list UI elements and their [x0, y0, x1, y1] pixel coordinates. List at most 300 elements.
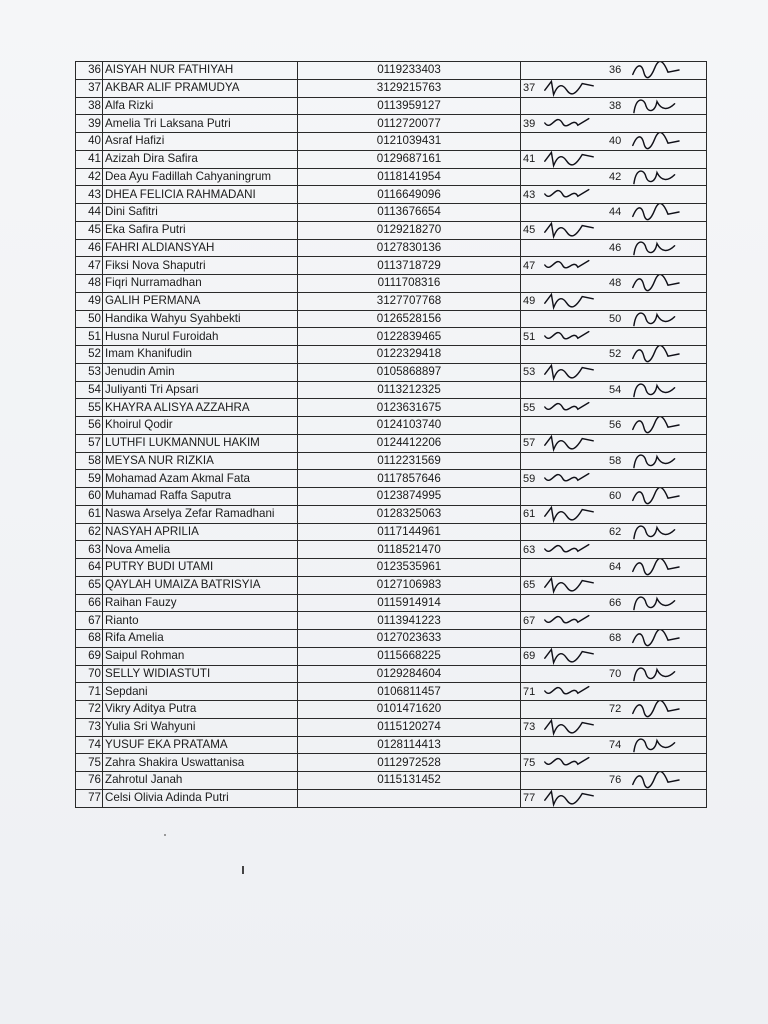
table-row	[76, 168, 707, 186]
student-id: 0101471620	[298, 701, 521, 719]
student-id: 0113941223	[298, 612, 521, 630]
row-number: 43	[76, 186, 103, 204]
student-name: SELLY WIDIASTUTI	[103, 665, 298, 683]
signature-number-right: 36	[609, 64, 622, 77]
signature-stroke	[633, 62, 679, 78]
table-row	[76, 434, 707, 452]
handwritten-signature	[539, 576, 599, 594]
student-name: Eka Safira Putri	[103, 221, 298, 239]
student-id: 0112972528	[298, 754, 521, 772]
student-name: NASYAH APRILIA	[103, 523, 298, 541]
row-number: 37	[76, 79, 103, 97]
handwritten-signature	[539, 647, 599, 665]
table-row	[76, 612, 707, 630]
signature-divider	[607, 435, 608, 452]
signature-divider	[607, 524, 608, 541]
row-number: 64	[76, 559, 103, 577]
student-id: 0129687161	[298, 150, 521, 168]
table-row	[76, 541, 707, 559]
signature-stroke	[633, 133, 679, 149]
signature-number-left: 37	[523, 82, 536, 95]
row-number: 36	[76, 62, 103, 80]
signature-number-left: 43	[523, 188, 536, 201]
signature-stroke	[545, 294, 593, 307]
signature-stroke	[634, 455, 675, 468]
student-name: Azizah Dira Safira	[103, 150, 298, 168]
signature-divider	[607, 470, 608, 487]
row-number: 52	[76, 346, 103, 364]
student-name: YUSUF EKA PRATAMA	[103, 736, 298, 754]
row-number: 59	[76, 470, 103, 488]
signature-number-right: 64	[609, 561, 622, 574]
signature-divider	[607, 346, 608, 363]
signature-stroke	[545, 261, 589, 268]
signature-cell	[521, 736, 707, 754]
student-name: PUTRY BUDI UTAMI	[103, 559, 298, 577]
student-id: 0124412206	[298, 434, 521, 452]
attendance-table	[75, 61, 707, 808]
handwritten-signature	[627, 381, 687, 399]
table-row	[76, 559, 707, 577]
handwritten-signature	[539, 754, 599, 772]
signature-cell	[521, 772, 707, 790]
signature-cell	[521, 683, 707, 701]
signature-stroke	[633, 701, 679, 717]
table-row	[76, 310, 707, 328]
signature-stroke	[545, 332, 589, 339]
student-name: Fiqri Nurramadhan	[103, 275, 298, 293]
table-row	[76, 150, 707, 168]
stray-pen-mark	[242, 866, 244, 874]
signature-cell	[521, 399, 707, 417]
signature-divider	[607, 559, 608, 576]
table-row	[76, 97, 707, 115]
row-number: 74	[76, 736, 103, 754]
table-row	[76, 79, 707, 97]
signature-number-left: 55	[523, 401, 536, 414]
student-id: 0111708316	[298, 275, 521, 293]
signature-divider	[607, 311, 608, 328]
signature-cell	[521, 310, 707, 328]
handwritten-signature	[627, 772, 687, 790]
handwritten-signature	[627, 630, 687, 648]
handwritten-signature	[627, 62, 687, 80]
student-name: Celsi Olivia Adinda Putri	[103, 789, 298, 807]
row-number: 48	[76, 275, 103, 293]
row-number: 58	[76, 452, 103, 470]
student-name: Saipul Rohman	[103, 647, 298, 665]
row-number: 73	[76, 718, 103, 736]
handwritten-signature	[627, 523, 687, 541]
signature-number-right: 46	[609, 241, 622, 254]
student-id: 0127106983	[298, 576, 521, 594]
student-name: QAYLAH UMAIZA BATRISYIA	[103, 576, 298, 594]
table-row	[76, 399, 707, 417]
signature-stroke	[545, 365, 593, 378]
student-name: Sepdani	[103, 683, 298, 701]
table-row	[76, 257, 707, 275]
signature-number-left: 47	[523, 259, 536, 272]
signature-stroke	[545, 223, 593, 236]
signature-cell	[521, 62, 707, 80]
table-row	[76, 328, 707, 346]
signature-cell	[521, 381, 707, 399]
signature-cell	[521, 576, 707, 594]
signature-number-left: 45	[523, 224, 536, 237]
signature-cell	[521, 363, 707, 381]
row-number: 39	[76, 115, 103, 133]
student-id: 0117857646	[298, 470, 521, 488]
table-row	[76, 204, 707, 222]
signature-cell	[521, 505, 707, 523]
row-number: 76	[76, 772, 103, 790]
handwritten-signature	[539, 292, 599, 310]
student-name: KHAYRA ALISYA AZZAHRA	[103, 399, 298, 417]
handwritten-signature	[539, 328, 599, 346]
student-name: Dini Safitri	[103, 204, 298, 222]
student-id: 0117144961	[298, 523, 521, 541]
student-name: Mohamad Azam Akmal Fata	[103, 470, 298, 488]
handwritten-signature	[627, 346, 687, 364]
table-row	[76, 417, 707, 435]
table-row	[76, 488, 707, 506]
signature-stroke	[545, 436, 593, 449]
student-name: Imam Khanifudin	[103, 346, 298, 364]
signature-divider	[607, 169, 608, 186]
student-id: 0113676654	[298, 204, 521, 222]
table-row	[76, 381, 707, 399]
row-number: 53	[76, 363, 103, 381]
student-name: Yulia Sri Wahyuni	[103, 718, 298, 736]
signature-divider	[607, 62, 608, 79]
table-row	[76, 275, 707, 293]
student-id	[298, 789, 521, 807]
handwritten-signature	[627, 204, 687, 222]
signature-stroke	[545, 474, 589, 481]
signature-number-left: 41	[523, 153, 536, 166]
student-id: 0112720077	[298, 115, 521, 133]
signature-cell	[521, 97, 707, 115]
row-number: 47	[76, 257, 103, 275]
signature-stroke	[633, 346, 679, 362]
signature-number-left: 73	[523, 721, 536, 734]
signature-stroke	[545, 578, 593, 591]
handwritten-signature	[627, 239, 687, 257]
signature-cell	[521, 292, 707, 310]
signature-cell	[521, 150, 707, 168]
signature-cell	[521, 612, 707, 630]
signature-stroke	[633, 275, 679, 291]
signature-number-right: 76	[609, 774, 622, 787]
signature-divider	[607, 612, 608, 629]
signature-cell	[521, 168, 707, 186]
row-number: 70	[76, 665, 103, 683]
signature-divider	[607, 719, 608, 736]
signature-number-left: 53	[523, 366, 536, 379]
student-id: 0128114413	[298, 736, 521, 754]
signature-stroke	[633, 772, 679, 788]
student-name: Dea Ayu Fadillah Cahyaningrum	[103, 168, 298, 186]
row-number: 41	[76, 150, 103, 168]
student-id: 0115120274	[298, 718, 521, 736]
signature-cell	[521, 79, 707, 97]
signature-divider	[607, 275, 608, 292]
signature-stroke	[545, 545, 589, 552]
signature-cell	[521, 115, 707, 133]
row-number: 50	[76, 310, 103, 328]
student-id: 0116649096	[298, 186, 521, 204]
table-row	[76, 736, 707, 754]
signature-stroke	[545, 616, 589, 623]
student-id: 0122329418	[298, 346, 521, 364]
table-row	[76, 505, 707, 523]
student-id: 0119233403	[298, 62, 521, 80]
table-row	[76, 346, 707, 364]
row-number: 65	[76, 576, 103, 594]
row-number: 63	[76, 541, 103, 559]
signature-stroke	[634, 171, 675, 184]
student-name: AISYAH NUR FATHIYAH	[103, 62, 298, 80]
signature-cell	[521, 789, 707, 807]
handwritten-signature	[627, 133, 687, 151]
student-name: Khoirul Qodir	[103, 417, 298, 435]
signature-number-right: 42	[609, 170, 622, 183]
student-id: 0127023633	[298, 630, 521, 648]
table-row	[76, 470, 707, 488]
signature-number-right: 74	[609, 738, 622, 751]
student-id: 0106811457	[298, 683, 521, 701]
signature-number-left: 75	[523, 756, 536, 769]
signature-cell	[521, 665, 707, 683]
row-number: 56	[76, 417, 103, 435]
signature-stroke	[545, 81, 593, 94]
signature-divider	[607, 204, 608, 221]
handwritten-signature	[539, 505, 599, 523]
handwritten-signature	[539, 470, 599, 488]
student-id: 3129215763	[298, 79, 521, 97]
student-id: 0115668225	[298, 647, 521, 665]
signature-divider	[607, 754, 608, 771]
handwritten-signature	[627, 417, 687, 435]
table-row	[76, 523, 707, 541]
signature-cell	[521, 630, 707, 648]
signature-number-right: 68	[609, 632, 622, 645]
signature-number-right: 38	[609, 99, 622, 112]
student-name: Alfa Rizki	[103, 97, 298, 115]
signature-number-right: 48	[609, 277, 622, 290]
signature-divider	[607, 382, 608, 399]
signature-number-left: 67	[523, 614, 536, 627]
student-name: Rifa Amelia	[103, 630, 298, 648]
signature-number-right: 40	[609, 135, 622, 148]
attendance-rows	[76, 62, 707, 808]
row-number: 60	[76, 488, 103, 506]
signature-number-right: 62	[609, 525, 622, 538]
student-id: 0113718729	[298, 257, 521, 275]
signature-divider	[607, 772, 608, 789]
signature-cell	[521, 204, 707, 222]
signature-cell	[521, 257, 707, 275]
table-row	[76, 62, 707, 80]
signature-number-right: 52	[609, 348, 622, 361]
signature-cell	[521, 275, 707, 293]
signature-stroke	[633, 204, 679, 220]
handwritten-signature	[627, 594, 687, 612]
signature-stroke	[545, 403, 589, 410]
table-row	[76, 754, 707, 772]
row-number: 69	[76, 647, 103, 665]
signature-stroke	[633, 630, 679, 646]
student-id: 0127830136	[298, 239, 521, 257]
signature-cell	[521, 701, 707, 719]
handwritten-signature	[539, 683, 599, 701]
handwritten-signature	[539, 257, 599, 275]
student-name: Muhamad Raffa Saputra	[103, 488, 298, 506]
signature-stroke	[634, 739, 675, 752]
signature-divider	[607, 257, 608, 274]
signature-divider	[607, 98, 608, 115]
table-row	[76, 789, 707, 807]
handwritten-signature	[539, 150, 599, 168]
handwritten-signature	[539, 79, 599, 97]
signature-cell	[521, 186, 707, 204]
handwritten-signature	[539, 363, 599, 381]
table-row	[76, 221, 707, 239]
student-id: 0115914914	[298, 594, 521, 612]
handwritten-signature	[539, 186, 599, 204]
row-number: 68	[76, 630, 103, 648]
signature-cell	[521, 488, 707, 506]
signature-number-left: 39	[523, 117, 536, 130]
signature-stroke	[633, 559, 679, 575]
table-row	[76, 630, 707, 648]
signature-number-right: 56	[609, 419, 622, 432]
signature-number-right: 60	[609, 490, 622, 503]
signature-stroke	[634, 526, 675, 539]
row-number: 75	[76, 754, 103, 772]
student-name: Rianto	[103, 612, 298, 630]
student-id: 0112231569	[298, 452, 521, 470]
row-number: 54	[76, 381, 103, 399]
signature-stroke	[634, 668, 675, 681]
student-id: 0123874995	[298, 488, 521, 506]
handwritten-signature	[627, 168, 687, 186]
row-number: 67	[76, 612, 103, 630]
table-row	[76, 292, 707, 310]
signature-stroke	[634, 100, 675, 113]
student-id: 3127707768	[298, 292, 521, 310]
row-number: 61	[76, 505, 103, 523]
table-row	[76, 647, 707, 665]
student-id: 0123535961	[298, 559, 521, 577]
signature-number-left: 57	[523, 437, 536, 450]
signature-number-right: 70	[609, 667, 622, 680]
signature-cell	[521, 647, 707, 665]
row-number: 42	[76, 168, 103, 186]
signature-cell	[521, 133, 707, 151]
student-id: 0118141954	[298, 168, 521, 186]
signature-divider	[607, 737, 608, 754]
signature-cell	[521, 328, 707, 346]
handwritten-signature	[627, 452, 687, 470]
table-row	[76, 576, 707, 594]
signature-divider	[607, 133, 608, 150]
signature-divider	[607, 222, 608, 239]
handwritten-signature	[627, 488, 687, 506]
signature-number-left: 49	[523, 295, 536, 308]
row-number: 44	[76, 204, 103, 222]
signature-divider	[607, 488, 608, 505]
signature-stroke	[634, 384, 675, 397]
handwritten-signature	[539, 612, 599, 630]
student-id: 0118521470	[298, 541, 521, 559]
table-row	[76, 133, 707, 151]
student-name: Fiksi Nova Shaputri	[103, 257, 298, 275]
signature-number-right: 58	[609, 454, 622, 467]
signature-divider	[607, 240, 608, 257]
signature-stroke	[633, 417, 679, 433]
student-id: 0122839465	[298, 328, 521, 346]
signature-stroke	[545, 649, 593, 662]
row-number: 57	[76, 434, 103, 452]
handwritten-signature	[539, 718, 599, 736]
table-row	[76, 115, 707, 133]
signature-divider	[607, 666, 608, 683]
signature-number-left: 69	[523, 650, 536, 663]
row-number: 40	[76, 133, 103, 151]
signature-divider	[607, 577, 608, 594]
student-id: 0113959127	[298, 97, 521, 115]
table-row	[76, 239, 707, 257]
signature-cell	[521, 559, 707, 577]
signature-stroke	[545, 152, 593, 165]
table-row	[76, 452, 707, 470]
row-number: 49	[76, 292, 103, 310]
signature-divider	[607, 541, 608, 558]
student-name: AKBAR ALIF PRAMUDYA	[103, 79, 298, 97]
handwritten-signature	[627, 559, 687, 577]
student-name: MEYSA NUR RIZKIA	[103, 452, 298, 470]
student-name: Raihan Fauzy	[103, 594, 298, 612]
handwritten-signature	[627, 736, 687, 754]
handwritten-signature	[539, 399, 599, 417]
signature-divider	[607, 506, 608, 523]
student-name: Asraf Hafizi	[103, 133, 298, 151]
row-number: 77	[76, 789, 103, 807]
handwritten-signature	[627, 665, 687, 683]
student-id: 0124103740	[298, 417, 521, 435]
signature-number-right: 72	[609, 703, 622, 716]
signature-number-left: 77	[523, 792, 536, 805]
row-number: 72	[76, 701, 103, 719]
signature-number-right: 50	[609, 312, 622, 325]
student-id: 0129218270	[298, 221, 521, 239]
signature-stroke	[545, 791, 593, 804]
signature-divider	[607, 364, 608, 381]
handwritten-signature	[627, 97, 687, 115]
signature-stroke	[545, 687, 589, 694]
signature-divider	[607, 701, 608, 718]
signature-stroke	[634, 597, 675, 610]
signature-divider	[607, 80, 608, 97]
handwritten-signature	[539, 541, 599, 559]
signature-cell	[521, 239, 707, 257]
row-number: 46	[76, 239, 103, 257]
signature-number-left: 63	[523, 543, 536, 556]
handwritten-signature	[539, 115, 599, 133]
signature-stroke	[545, 119, 589, 126]
signature-cell	[521, 718, 707, 736]
